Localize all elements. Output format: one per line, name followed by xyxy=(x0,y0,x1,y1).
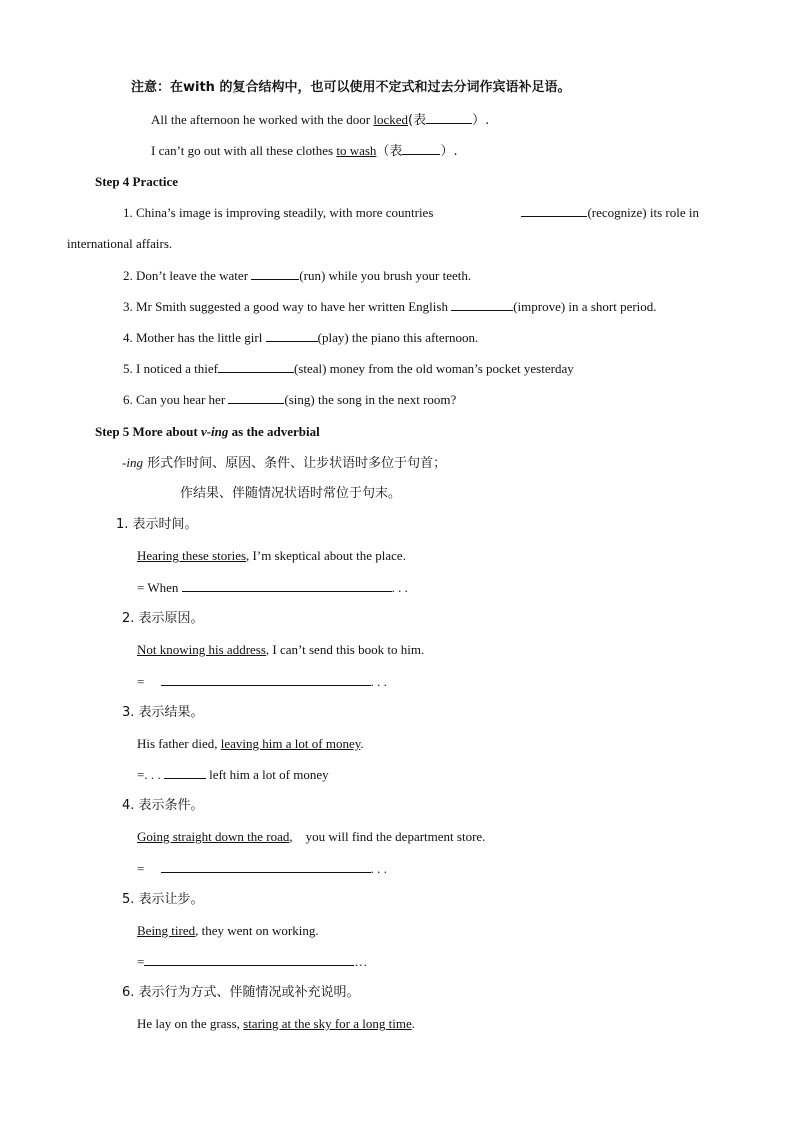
item-5-ans-pre: = xyxy=(137,954,145,969)
item-3-pre: His father died, xyxy=(137,736,221,751)
item-4-ans-pre: = xyxy=(137,861,161,876)
practice-q4 xyxy=(123,329,478,347)
note-ex2-end: ）. xyxy=(440,144,458,159)
item-2-underlined: Not knowing his address xyxy=(137,642,266,657)
note-ex1-end: ）. xyxy=(472,113,490,128)
item-5-example xyxy=(137,922,319,940)
item-3-ans-post: left him a lot of money xyxy=(205,767,329,782)
answer-blank[interactable] xyxy=(228,391,284,404)
note-ex2-pre: I can’t go out with all these clothes xyxy=(151,143,337,158)
note-ex1-underlined: locked xyxy=(373,112,409,127)
note-ex2-underlined: to wash xyxy=(336,143,377,158)
answer-blank[interactable] xyxy=(402,142,440,155)
item-2-example xyxy=(137,641,424,659)
item-5-answer xyxy=(137,953,367,971)
item-2-answer xyxy=(137,673,387,691)
item-4-ans-post: . . . xyxy=(370,861,387,876)
q6-part-a: 6. Can you hear her xyxy=(123,392,229,407)
step5-title-a: Step 5 More about xyxy=(95,424,201,439)
practice-q3 xyxy=(123,298,657,316)
practice-q6 xyxy=(123,391,456,409)
item-3-heading: 3. 表示结果。 xyxy=(122,705,204,720)
item-5-rest: , they went on working. xyxy=(195,923,319,938)
item-2-rest: , I can’t send this book to him. xyxy=(265,642,425,657)
q2-part-a: 2. Don’t leave the water xyxy=(123,268,252,283)
q3-part-b: (improve) in a short period. xyxy=(513,299,657,314)
practice-q2 xyxy=(123,267,471,285)
item-6-rest: . xyxy=(411,1016,415,1031)
answer-blank[interactable] xyxy=(182,579,392,592)
answer-blank[interactable] xyxy=(521,204,587,217)
answer-blank[interactable] xyxy=(266,329,318,342)
note-ex2-post: （表 xyxy=(376,144,403,159)
item-3-ans-pre: =. . . xyxy=(137,767,164,782)
item-4-underlined: Going straight down the road xyxy=(137,829,290,844)
note-heading: 注意：在with 的复合结构中，也可以使用不定式和过去分词作宾语补足语。 xyxy=(131,80,571,95)
item-1-answer xyxy=(137,579,408,597)
q6-part-b: (sing) the song in the next room? xyxy=(284,392,457,407)
item-3-example xyxy=(137,735,364,753)
item-2-ans-pre: = xyxy=(137,674,161,689)
step5-title-b: v-ing xyxy=(200,424,229,439)
item-4-answer xyxy=(137,860,387,878)
item-1-example xyxy=(137,547,406,565)
answer-blank[interactable] xyxy=(426,111,472,124)
q5-part-a: 5. I noticed a thief xyxy=(123,361,218,376)
step5-intro-1 xyxy=(122,454,446,473)
practice-q5 xyxy=(123,360,574,378)
q4-part-b: (play) the piano this afternoon. xyxy=(317,330,479,345)
item-4-rest: , you will find the department store. xyxy=(289,829,486,844)
item-5-ans-post: … xyxy=(354,954,368,969)
step5-title xyxy=(95,423,320,441)
answer-blank[interactable] xyxy=(251,267,299,280)
note-example-1 xyxy=(151,111,489,130)
item-1-underlined: Hearing these stories xyxy=(137,548,247,563)
q5-part-b: (steal) money from the old woman’s pocket yesterday xyxy=(293,361,574,376)
answer-blank[interactable] xyxy=(144,953,354,966)
item-1-heading: 1. 表示时间。 xyxy=(116,517,198,532)
step5-intro-2: 作结果、伴随情况状语时常位于句末。 xyxy=(180,486,402,501)
note-example-2 xyxy=(151,142,458,161)
intro1-ing: -ing xyxy=(122,455,143,470)
answer-blank[interactable] xyxy=(161,673,371,686)
q3-part-a: 3. Mr Smith suggested a good way to have her written English xyxy=(123,299,452,314)
item-3-answer xyxy=(137,766,329,784)
item-2-heading: 2. 表示原因。 xyxy=(122,611,204,626)
note-ex1-pre: All the afternoon he worked with the door xyxy=(151,112,374,127)
answer-blank[interactable] xyxy=(218,360,294,373)
item-5-heading: 5. 表示让步。 xyxy=(122,892,204,907)
q1-part-b: (recognize) its role in xyxy=(587,205,699,220)
item-3-underlined: leaving him a lot of money xyxy=(220,736,361,751)
item-4-example xyxy=(137,828,485,846)
q4-part-a: 4. Mother has the little girl xyxy=(123,330,266,345)
item-6-example xyxy=(137,1015,415,1033)
step4-title: Step 4 Practice xyxy=(95,174,179,189)
item-5-underlined: Being tired xyxy=(137,923,196,938)
note-ex1-post: (表 xyxy=(408,113,427,128)
step5-title-c: as the adverbial xyxy=(228,424,320,439)
practice-q1-line1 xyxy=(123,204,699,222)
answer-blank[interactable] xyxy=(451,298,513,311)
intro1-text: 形式作时间、原因、条件、让步状语时多位于句首； xyxy=(142,456,447,471)
q1-part-a: 1. China’s image is improving steadily, with more countries xyxy=(123,205,434,220)
item-6-underlined: staring at the sky for a long time xyxy=(243,1016,412,1031)
item-2-ans-post: . . . xyxy=(370,674,387,689)
item-1-rest: , I’m skeptical about the place. xyxy=(246,548,406,563)
item-6-heading: 6. 表示行为方式、伴随情况或补充说明。 xyxy=(122,985,360,1000)
q1-part-c: international affairs. xyxy=(67,236,173,251)
item-6-pre: He lay on the grass, xyxy=(137,1016,244,1031)
q2-part-b: (run) while you brush your teeth. xyxy=(299,268,472,283)
item-1-ans-pre: = When xyxy=(137,580,182,595)
item-4-heading: 4. 表示条件。 xyxy=(122,798,204,813)
item-3-rest: . xyxy=(360,736,364,751)
answer-blank[interactable] xyxy=(164,766,206,779)
answer-blank[interactable] xyxy=(161,860,371,873)
item-1-ans-post: . . . xyxy=(391,580,408,595)
